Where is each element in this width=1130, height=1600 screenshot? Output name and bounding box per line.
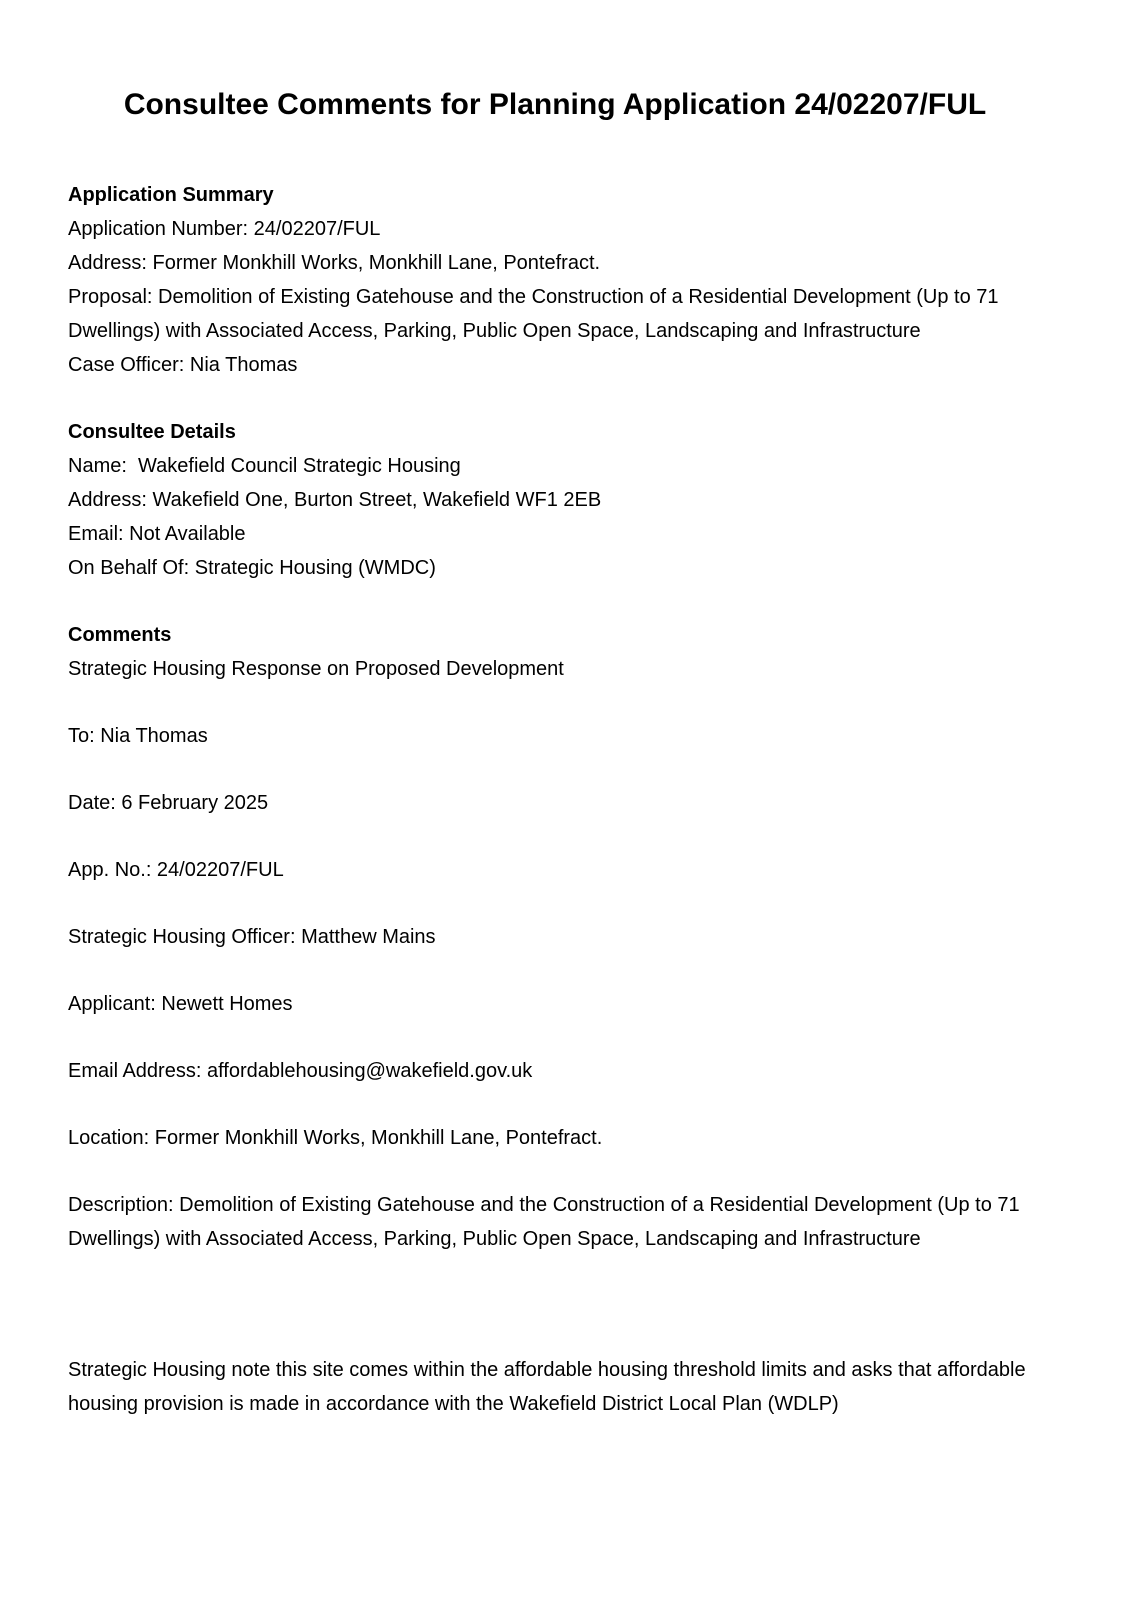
consultee-address-line: Address: Wakefield One, Burton Street, Wakefield WF1 2EB bbox=[68, 489, 602, 511]
comments-date-line: Date: 6 February 2025 bbox=[68, 792, 269, 814]
comments-officer-line: Strategic Housing Officer: Matthew Mains bbox=[68, 926, 436, 948]
comments-app-no-line: App. No.: 24/02207/FUL bbox=[68, 859, 284, 881]
consultee-name-line: Name: Wakefield Council Strategic Housing bbox=[68, 455, 461, 477]
comments-strategic-housing-note: Strategic Housing note this site comes within the affordable housing threshold limits and asks that affordable housing provision is made in accordance with the Wakefield District Local Plan (WDLP) bbox=[68, 1359, 1032, 1415]
section-comments bbox=[68, 618, 1042, 1421]
comments-to-line: To: Nia Thomas bbox=[68, 725, 208, 747]
application-proposal-line: Proposal: Demolition of Existing Gatehouse and the Construction of a Residential Development (Up to 71 Dwellings) with Associated Access, Parking, Public Open Space, Landscaping and Infrastructure bbox=[68, 286, 1005, 342]
section-application-summary bbox=[68, 178, 1042, 382]
application-case-officer-line: Case Officer: Nia Thomas bbox=[68, 354, 298, 376]
application-summary-heading: Application Summary bbox=[68, 184, 274, 206]
comments-applicant-line: Applicant: Newett Homes bbox=[68, 993, 293, 1015]
consultee-details-heading: Consultee Details bbox=[68, 421, 236, 443]
comments-response-title: Strategic Housing Response on Proposed Development bbox=[68, 658, 564, 680]
comments-location-line: Location: Former Monkhill Works, Monkhill Lane, Pontefract. bbox=[68, 1127, 603, 1149]
application-address-line: Address: Former Monkhill Works, Monkhill Lane, Pontefract. bbox=[68, 252, 601, 274]
comments-description-paragraph: Description: Demolition of Existing Gatehouse and the Construction of a Residential Development (Up to 71 Dwellings) with Associated Access, Parking, Public Open Space, Landscaping and Infrastructure bbox=[68, 1194, 1026, 1250]
comments-heading: Comments bbox=[68, 624, 172, 646]
consultee-on-behalf-of-line: On Behalf Of: Strategic Housing (WMDC) bbox=[68, 557, 436, 579]
document-title: Consultee Comments for Planning Application 24/02207/FUL bbox=[123, 88, 987, 121]
consultee-email-line: Email: Not Available bbox=[68, 523, 246, 545]
section-consultee-details bbox=[68, 415, 1042, 585]
comments-email-address-line: Email Address: affordablehousing@wakefield.gov.uk bbox=[68, 1060, 533, 1082]
application-number-line: Application Number: 24/02207/FUL bbox=[68, 218, 381, 240]
